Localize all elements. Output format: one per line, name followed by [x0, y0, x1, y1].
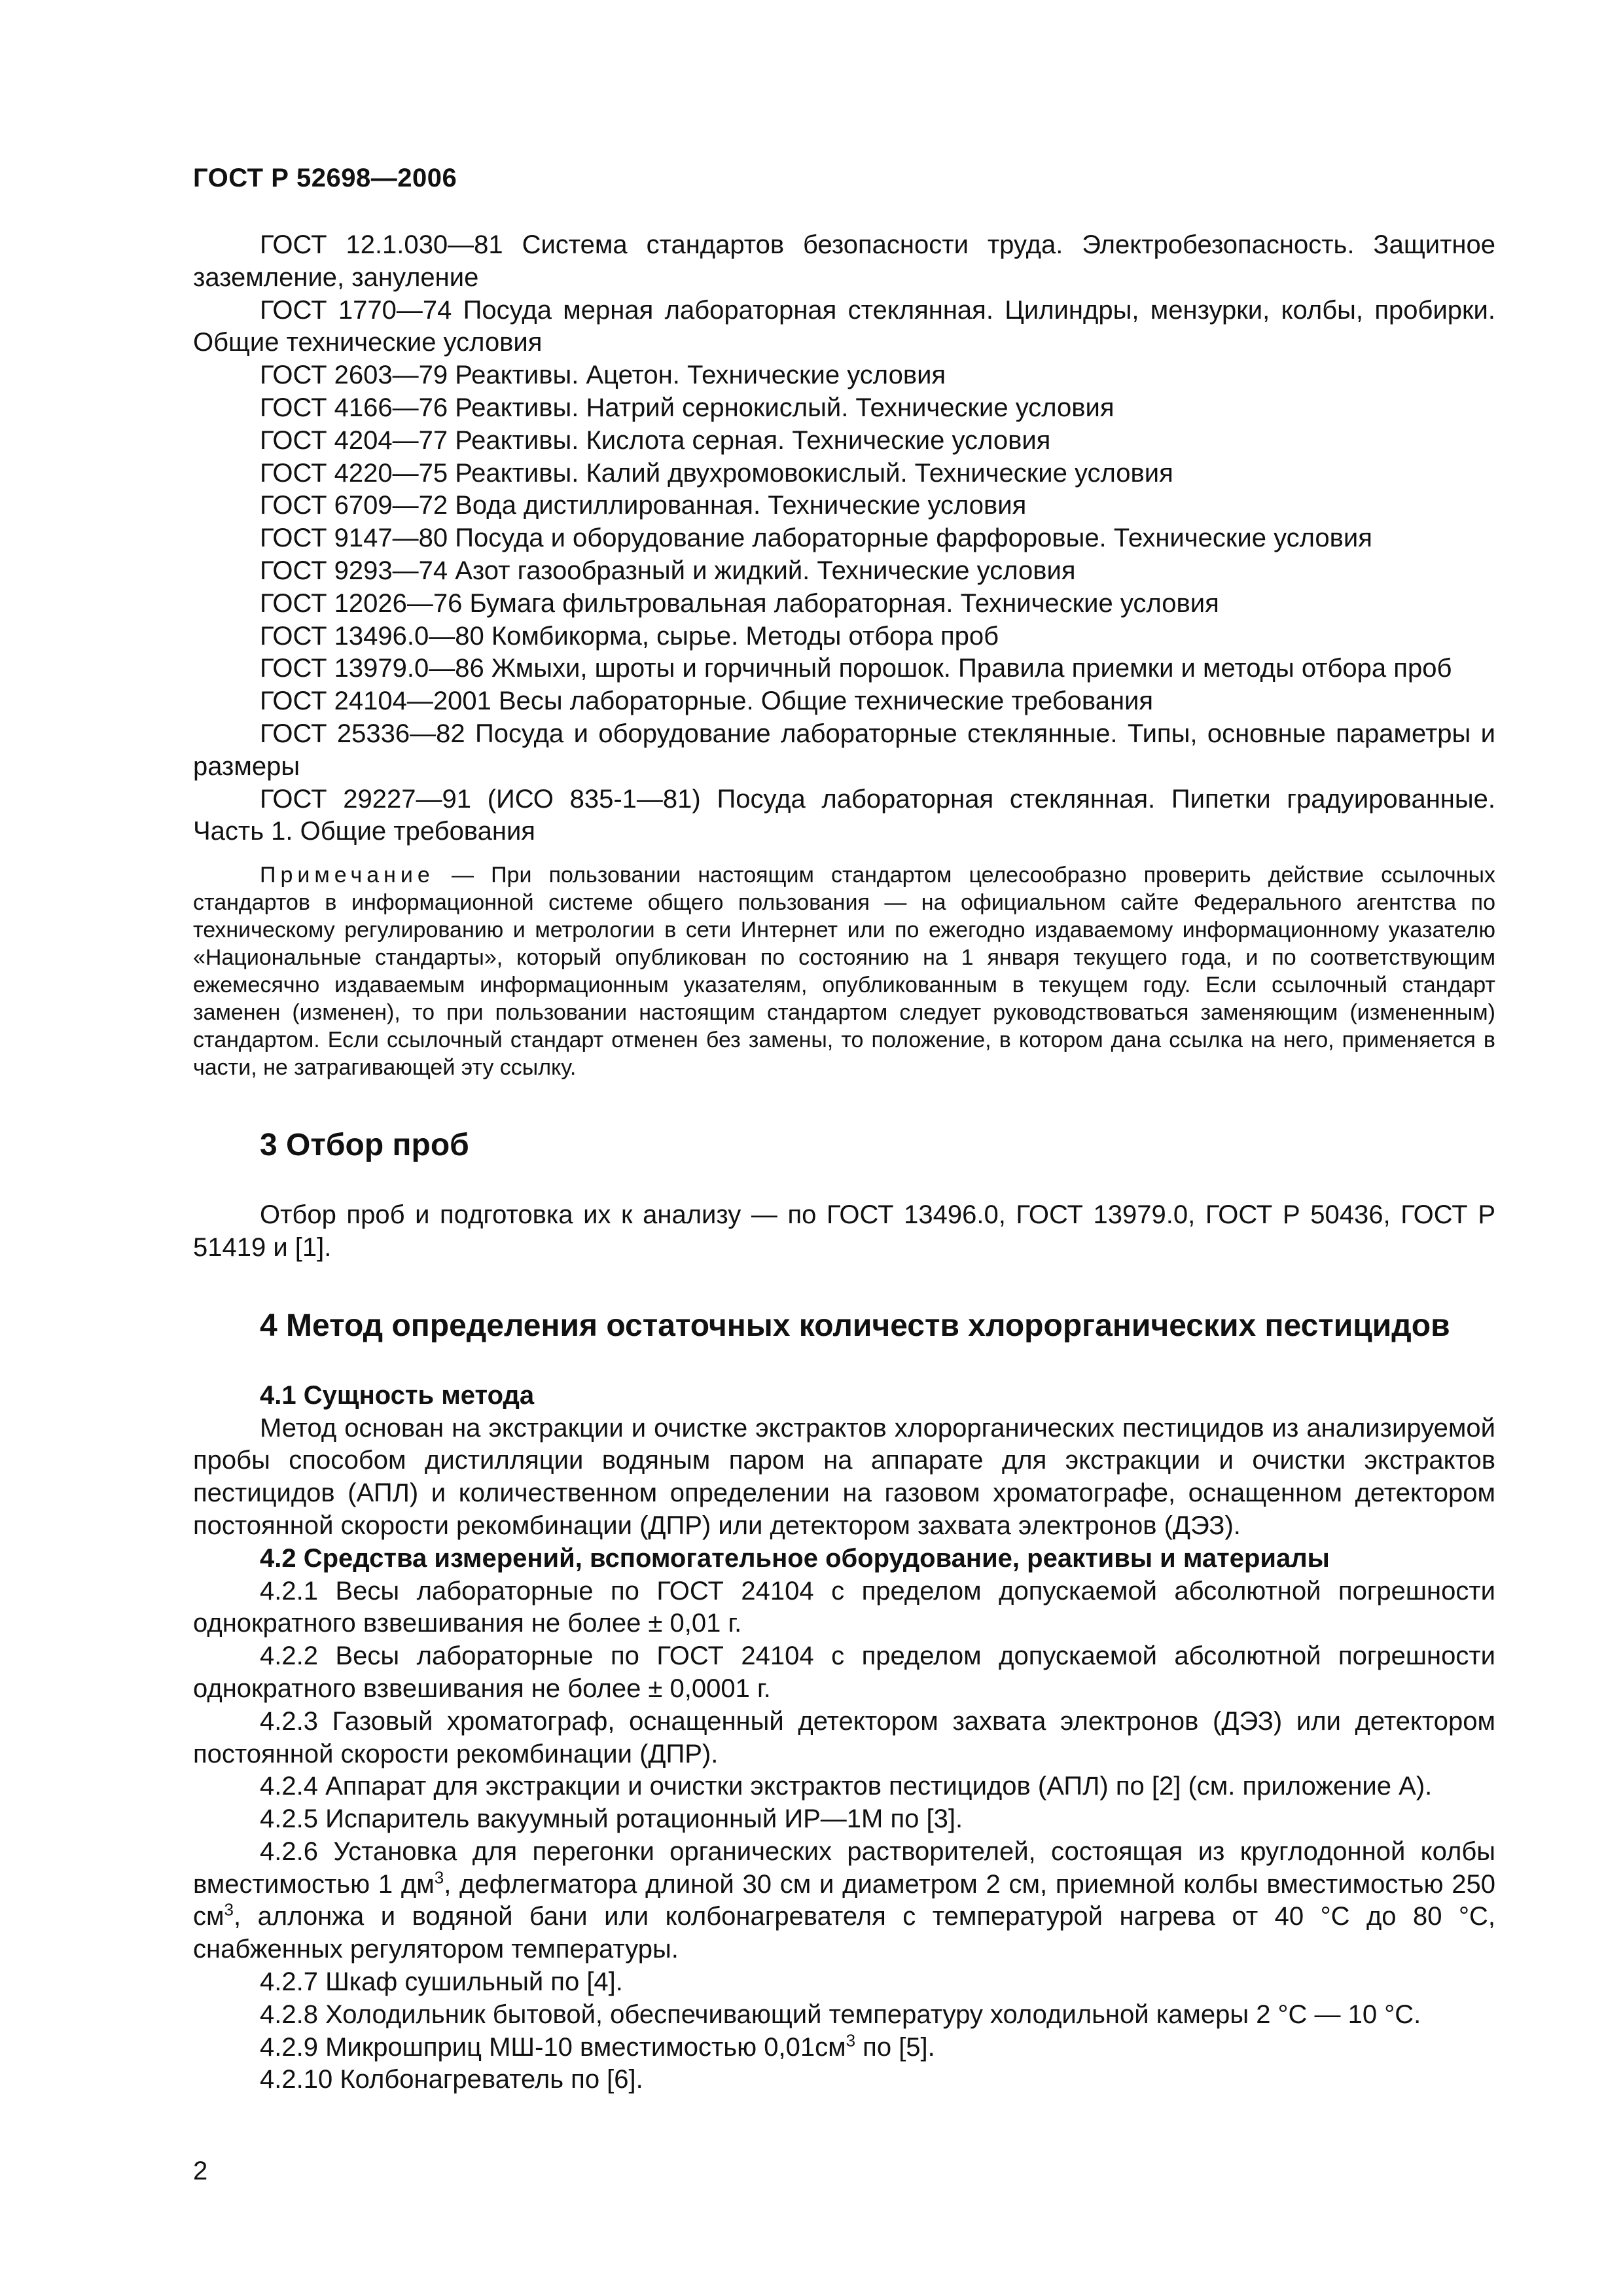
reference-item: ГОСТ 29227—91 (ИСО 835-1—81) Посуда лабораторная стеклянная. Пипетки градуированные. Часть 1. Общие требования: [193, 784, 1495, 846]
reference-item: ГОСТ 13979.0—86 Жмыхи, шроты и горчичный порошок. Правила приемки и методы отбора проб: [260, 654, 1452, 683]
reference-item: ГОСТ 12.1.030—81 Система стандартов безопасности труда. Электробезопасность. Защитное заземление, зануление: [193, 230, 1495, 292]
subsection-4-1-title: 4.1 Сущность метода: [260, 1380, 535, 1410]
item-4-2-10: 4.2.10 Колбонагреватель по [6].: [260, 2065, 643, 2094]
superscript-3: 3: [224, 1900, 234, 1920]
item-4-2-6-part-c: , аллонжа и водяной бани или колбонагревателя с температурой нагрева от 40 °С до 80 °С, снабженных регулятором температуры.: [193, 1902, 1495, 1964]
item-4-2-4: 4.2.4 Аппарат для экстракции и очистки экстрактов пестицидов (АПЛ) по [2] (см. приложение А).: [260, 1772, 1433, 1801]
superscript-3: 3: [846, 2030, 856, 2051]
reference-item: ГОСТ 1770—74 Посуда мерная лабораторная стеклянная. Цилиндры, мензурки, колбы, пробирки. Общие технические условия: [193, 295, 1495, 357]
reference-item: ГОСТ 6709—72 Вода дистиллированная. Технические условия: [260, 491, 1027, 520]
reference-item: ГОСТ 12026—76 Бумага фильтровальная лабораторная. Технические условия: [260, 588, 1219, 618]
reference-item: ГОСТ 9293—74 Азот газообразный и жидкий. Технические условия: [260, 556, 1076, 585]
reference-item: ГОСТ 13496.0—80 Комбикорма, сырье. Методы отбора проб: [260, 621, 999, 651]
reference-item: ГОСТ 25336—82 Посуда и оборудование лабораторные стеклянные. Типы, основные параметры и размеры: [193, 719, 1495, 781]
normative-references-list: [193, 229, 1495, 848]
item-4-2-5: 4.2.5 Испаритель вакуумный ротационный ИР—1М по [3].: [260, 1804, 963, 1834]
section-3-title: 3 Отбор проб: [260, 1128, 469, 1163]
reference-item: ГОСТ 9147—80 Посуда и оборудование лабораторные фарфоровые. Технические условия: [260, 524, 1372, 553]
reference-item: ГОСТ 4204—77 Реактивы. Кислота серная. Технические условия: [260, 425, 1051, 455]
item-4-2-7: 4.2.7 Шкаф сушильный по [4].: [260, 1967, 623, 1997]
reference-item: ГОСТ 4220—75 Реактивы. Калий двухромовокислый. Технические условия: [260, 458, 1173, 488]
page-content: [193, 229, 1495, 2096]
section-3-text: Отбор проб и подготовка их к анализу — по ГОСТ 13496.0, ГОСТ 13979.0, ГОСТ Р 50436, ГОСТ Р 51419 и [1].: [193, 1200, 1495, 1262]
subsection-4-1-text: Метод основан на экстракции и очистке экстрактов хлорорганических пестицидов из анализируемой пробы способом дистилляции водяным паром на аппарате для экстракции и очистки экстрактов пестицидов (АПЛ) и количественном определении на газовом хроматографе, оснащенном детектором постоянной скорости рекомбинации (ДПР) или детектором захвата электронов (ДЭЗ).: [193, 1413, 1495, 1540]
reference-item: ГОСТ 2603—79 Реактивы. Ацетон. Технические условия: [260, 361, 946, 390]
item-4-2-8: 4.2.8 Холодильник бытовой, обеспечивающий температуру холодильной камеры 2 °С — 10 °С.: [260, 2000, 1421, 2029]
note-paragraph: [193, 861, 1495, 1081]
superscript-3: 3: [434, 1867, 444, 1888]
item-4-2-9-part-b: по [5].: [855, 2032, 935, 2062]
section-4-title: 4 Метод определения остаточных количеств хлорорганических пестицидов: [260, 1308, 1450, 1343]
item-4-2-6-part-a: 4.2.6 Установка для перегонки органических растворителей, состоящая из круглодонной колбы вместимостью 1 дм: [193, 1837, 1495, 1899]
item-4-2-9: [193, 2032, 1495, 2064]
item-4-2-1: 4.2.1 Весы лабораторные по ГОСТ 24104 с пределом допускаемой абсолютной погрешности однократного взвешивания не более ± 0,01 г.: [193, 1576, 1495, 1638]
item-4-2-6: [193, 1836, 1495, 1966]
note-text: — При пользовании настоящим стандартом целесообразно проверить действие ссылочных стандартов в информационной системе общего пользования — на официальном сайте Федерального агентства по техническому регулированию и метрологии в сети Интернет или по ежегодно издаваемому информационному указателю «Национальные стандарты», который опубликован по состоянию на 1 января текущего года, и по соответствующим ежемесячно издаваемым информационным указателям, опубликованным в текущем году. Если ссылочный стандарт заменен (изменен), то при пользовании настоящим стандартом следует руководствоваться заменяющим (измененным) стандартом. Если ссылочный стандарт отменен без замены, то положение, в котором дана ссылка на него, применяется в части, не затрагивающей эту ссылку.: [193, 863, 1495, 1081]
item-4-2-3: 4.2.3 Газовый хроматограф, оснащенный детектором захвата электронов (ДЭЗ) или детектором постоянной скорости рекомбинации (ДПР).: [193, 1706, 1495, 1768]
standard-code-header: ГОСТ Р 52698—2006: [193, 164, 457, 192]
reference-item: ГОСТ 4166—76 Реактивы. Натрий сернокислый. Технические условия: [260, 393, 1115, 422]
item-4-2-6-part-b: , дефлегматора длиной 30 см и диаметром 2 см, приемной колбы вместимостью 250 см: [193, 1869, 1495, 1931]
reference-item: ГОСТ 24104—2001 Весы лабораторные. Общие технические требования: [260, 687, 1154, 716]
note-label: Примечание: [260, 863, 435, 888]
subsection-4-2-title: 4.2 Средства измерений, вспомогательное оборудование, реактивы и материалы: [260, 1543, 1330, 1573]
item-4-2-2: 4.2.2 Весы лабораторные по ГОСТ 24104 с пределом допускаемой абсолютной погрешности однократного взвешивания не более ± 0,0001 г.: [193, 1641, 1495, 1703]
page-number: 2: [193, 2157, 208, 2185]
item-4-2-9-part-a: 4.2.9 Микрошприц МШ-10 вместимостью 0,01см: [260, 2032, 846, 2062]
